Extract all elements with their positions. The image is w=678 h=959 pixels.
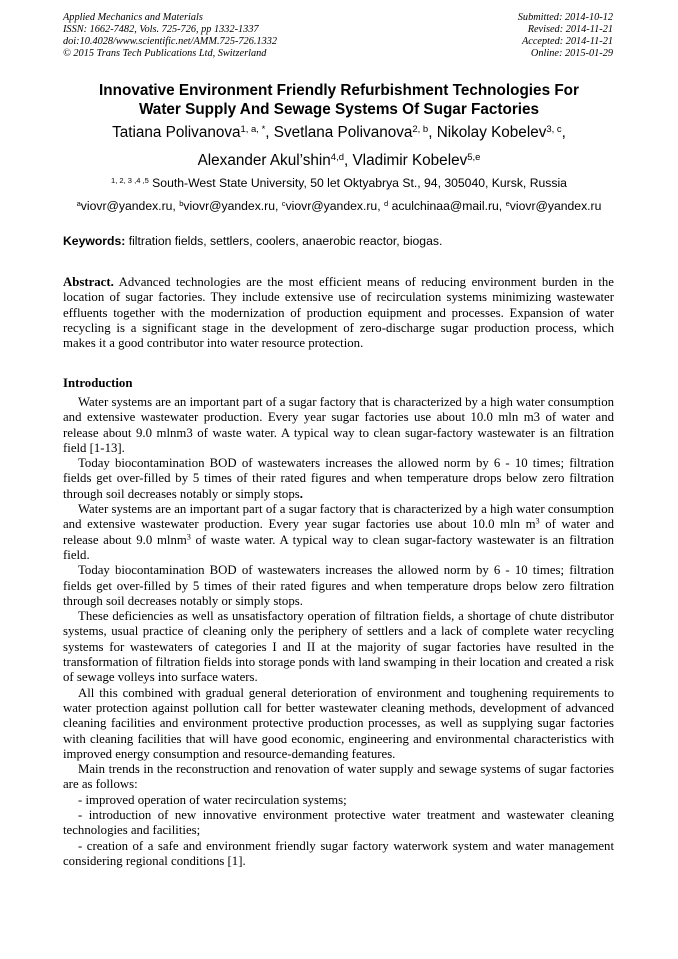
email-sup: d — [383, 198, 389, 208]
email-sup: c — [281, 198, 286, 208]
superscript: 3 — [535, 517, 540, 527]
submitted-date: Submitted: 2014-10-12 — [517, 12, 613, 23]
author-separator: , — [428, 124, 437, 141]
author-sup: 1, a, * — [240, 123, 266, 135]
keywords — [63, 234, 442, 248]
author-name: Alexander Akul’shin — [197, 152, 331, 169]
list-item: - introduction of new innovative environment protective water treatment and wastewater cleaning technologies and facilities; — [63, 808, 614, 838]
author-emails — [60, 199, 618, 213]
paragraph: Main trends in the reconstruction and renovation of water supply and sewage systems of sugar factories are as follows: — [63, 762, 614, 792]
accepted-date: Accepted: 2014-11-21 — [521, 36, 613, 47]
abstract — [63, 275, 614, 351]
author-name: Svetlana Polivanova — [273, 124, 413, 141]
paragraph: All this combined with gradual general deterioration of environment and toughening requirements to water protection against pollution call for better wastewater cleaning methods, development of advanced cleaning facilities and environment protective production processes, as well as supplying sugar factories with cleaning facilities that will have good economic, engineering and environmental characteristics with improved energy consumption and resource-demanding features. — [63, 685, 614, 761]
author-sup: 5,e — [467, 151, 481, 163]
author-name: Nikolay Kobelev — [436, 124, 547, 141]
paragraph-text: of water and release about 9.0 mlnm — [63, 517, 614, 547]
author-separator: , — [265, 124, 274, 141]
email-sup: b — [179, 198, 184, 208]
email-link[interactable]: viovr@yandex.ru — [509, 199, 602, 213]
author-name: Vladimir Kobelev — [352, 152, 468, 169]
paragraph-text: Water systems are an important part of a sugar factory that is characterized by a high water consumption and extensive wastewater production. Every year sugar factories use about 10.0 mln m — [63, 502, 614, 532]
paragraph: Water systems are an important part of a sugar factory that is characterized by a high water consumption and extensive wastewater production. Every year sugar factories use about 10.0 mln m3 of water and release about 9.0 mlnm3 of waste water. A typical way to clean sugar-factory wastewater is an filtration field [1-13]. — [63, 395, 614, 455]
email-link[interactable]: viovr@yandex.ru, — [285, 199, 384, 213]
title-line-1: Innovative Environment Friendly Refurbishment Technologies For — [99, 82, 579, 99]
section-heading: Introduction — [63, 376, 133, 390]
paragraph — [63, 456, 614, 502]
affiliation — [60, 176, 618, 190]
paragraph: These deficiencies as well as unsatisfactory operation of filtration fields, a shortage of chute distributor systems, usual practice of cleaning only the periphery of settlers and a lack of complete water recycling systems for wastewaters of categories I and II at the majority of sugar factories have resulted in the transformation of filtration fields into storage ponds with land swamping in their location and created a risk of sewage volleys into surface waters. — [63, 609, 614, 685]
online-date: Online: 2015-01-29 — [530, 48, 613, 59]
paragraph-text: Today biocontamination BOD of wastewaters increases the allowed norm by 6 - 10 times; filtration fields get over-filled by 5 times of their rated figures and when temperature drops below zero filtration through soil decreases notably or simply stops — [63, 456, 614, 501]
list-item: - improved operation of water recirculation systems; — [78, 792, 347, 807]
doi-line: doi:10.4028/www.scientific.net/AMM.725-726.1332 — [63, 36, 278, 47]
paragraph: Today biocontamination BOD of wastewaters increases the allowed norm by 6 - 10 times; filtration fields get over-filled by 5 times of their rated figures and when temperature drops below zero filtration through soil decreases notably or simply stops. — [63, 563, 614, 608]
affiliation-sup: 1, 2, 3 ,4 ,5 — [111, 175, 149, 185]
author-separator: , — [561, 124, 566, 141]
journal-name: Applied Mechanics and Materials — [63, 12, 203, 23]
journal-info — [63, 12, 277, 60]
author-sup: 4,d — [330, 151, 344, 163]
revised-date: Revised: 2014-11-21 — [527, 24, 613, 35]
abstract-text: Advanced technologies are the most efficient means of reducing environment burden in the location of sugar factories. They include extensive use of recirculation systems minimizing wastewater effluents together with the modernization of production equipment and processes. Expansion of water recycling is a significant stage in the development of zero-discharge sugar production process, which makes it a good contributor into water resource protection. — [63, 275, 614, 351]
author-line-2 — [60, 152, 618, 170]
paragraph — [63, 502, 614, 563]
keywords-text: filtration fields, settlers, coolers, anaerobic reactor, biogas. — [125, 234, 443, 248]
title-line-2: Water Supply And Sewage Systems Of Sugar Factories — [138, 100, 540, 118]
list-item: - creation of a safe and environment friendly sugar factory waterwork system and water management considering regional conditions [1]. — [63, 838, 614, 868]
keywords-label: Keywords: — [63, 234, 126, 248]
submission-dates — [518, 12, 613, 60]
email-link[interactable]: aculchinaa@mail.ru, — [388, 199, 506, 213]
author-name: Tatiana Polivanova — [112, 124, 241, 141]
paragraph-text: of waste water. A typical way to clean sugar-factory wastewater is an filtration field. — [63, 532, 614, 562]
abstract-label: Abstract. — [63, 275, 114, 289]
author-line-1 — [60, 124, 618, 142]
issn-line: ISSN: 1662-7482, Vols. 725-726, pp 1332-1337 — [63, 24, 259, 35]
introduction-body — [63, 395, 614, 869]
email-sup: a — [76, 198, 81, 208]
email-sup: e — [505, 198, 510, 208]
copyright-line: © 2015 Trans Tech Publications Ltd, Switzerland — [63, 48, 267, 59]
email-link[interactable]: viovr@yandex.ru, — [80, 199, 180, 213]
author-separator: , — [343, 152, 353, 169]
paragraph-end: . — [299, 486, 303, 501]
paper-title — [60, 82, 618, 119]
author-sup: 3, c — [546, 123, 562, 135]
email-link[interactable]: viovr@yandex.ru, — [183, 199, 282, 213]
author-sup: 2, b — [412, 123, 429, 135]
affiliation-text: South-West State University, 50 let Oktyabrya St., 94, 305040, Kursk, Russia — [148, 176, 567, 190]
superscript: 3 — [186, 532, 191, 542]
